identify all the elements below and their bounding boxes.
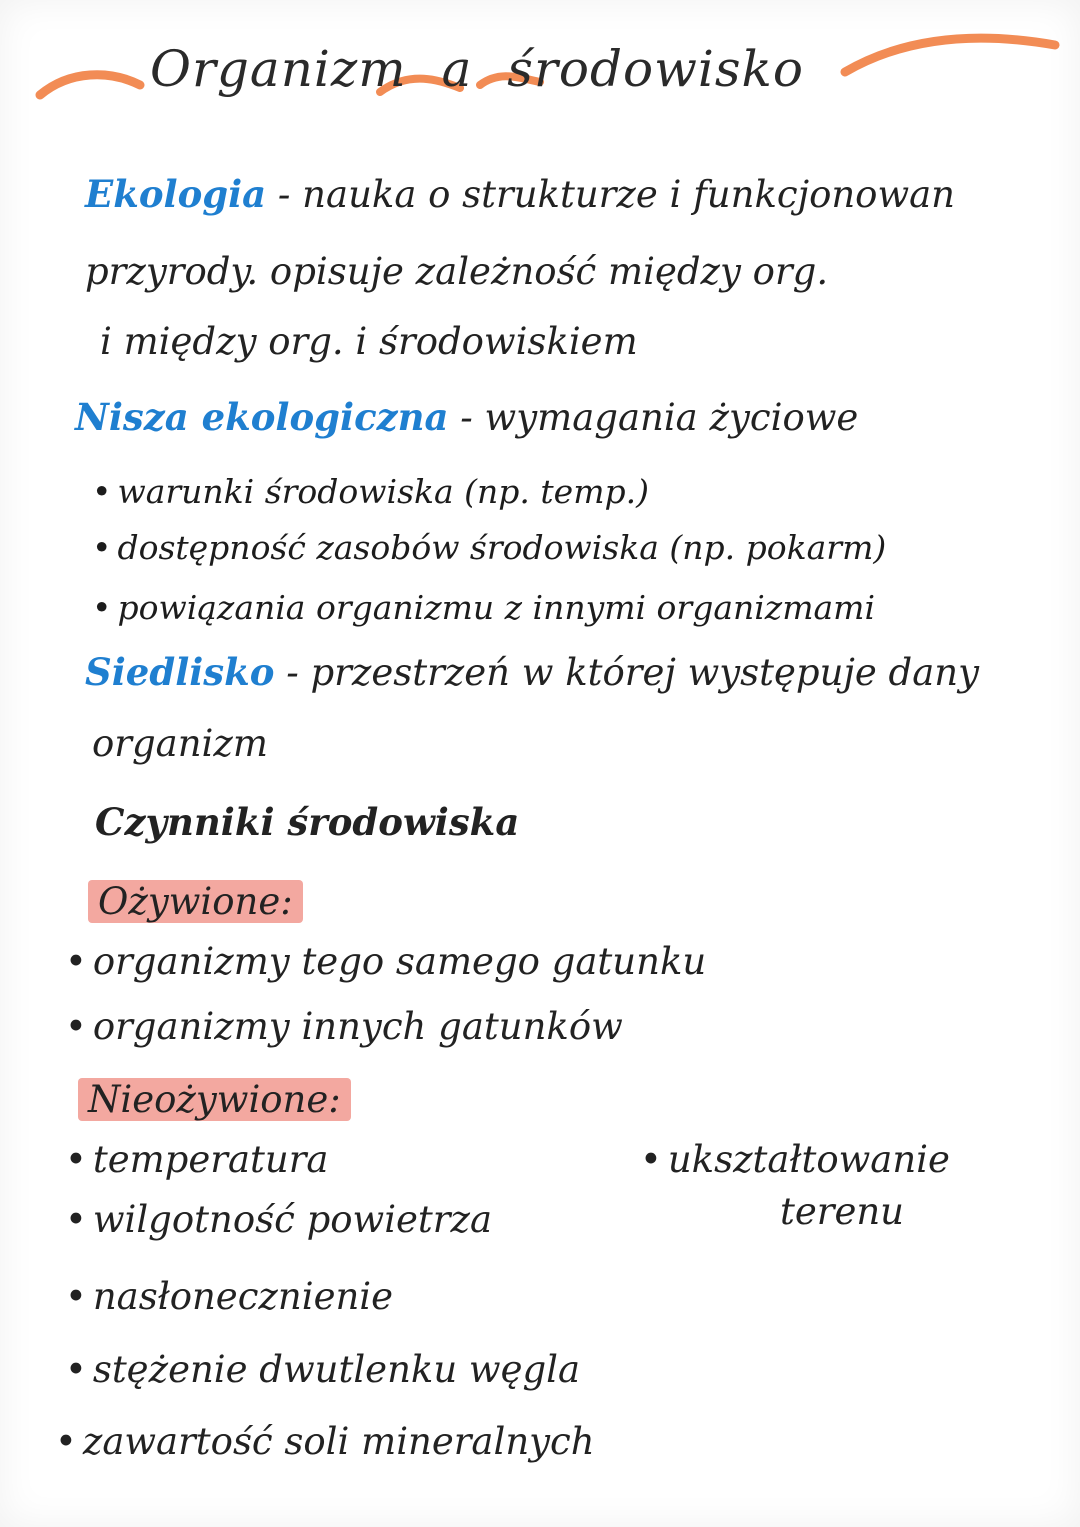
nieozywione-side-item: • ukształtowanie bbox=[640, 1138, 950, 1181]
nisza-bullet: • dostępność zasobów środowiska (np. pokarm) bbox=[92, 528, 887, 567]
nieozywione-side-item-line2: terenu bbox=[780, 1190, 905, 1233]
bullet-icon: • bbox=[92, 472, 112, 511]
nisza-line bbox=[75, 395, 858, 439]
bullet-icon: • bbox=[92, 588, 112, 627]
siedlisko-line bbox=[85, 650, 979, 694]
bullet-icon: • bbox=[55, 1420, 77, 1463]
bullet-icon: • bbox=[65, 1275, 87, 1318]
siedlisko-def-line2: organizm bbox=[92, 722, 268, 765]
ekologia-term: Ekologia bbox=[85, 172, 267, 216]
ozywione-item: • organizmy tego samego gatunku bbox=[65, 940, 707, 983]
bullet-icon: • bbox=[65, 1348, 87, 1391]
nieozywione-item: • nasłonecznienie bbox=[65, 1275, 394, 1318]
nisza-bullet: • powiązania organizmu z innymi organizmami bbox=[92, 588, 876, 627]
bullet-icon: • bbox=[65, 1005, 87, 1048]
bullet-icon: • bbox=[65, 1138, 87, 1181]
ekologia-line bbox=[85, 172, 955, 216]
bullet-icon: • bbox=[92, 528, 112, 567]
czynniki-heading: Czynniki środowiska bbox=[95, 800, 520, 844]
ekologia-def-line1b: przyrody. opisuje zależność między org. bbox=[85, 250, 829, 293]
bullet-icon: • bbox=[65, 940, 87, 983]
bullet-icon: • bbox=[65, 1198, 87, 1241]
nisza-def: - wymagania życiowe bbox=[460, 396, 859, 439]
bullet-icon: • bbox=[640, 1138, 662, 1181]
ozywione-label: Ożywione: bbox=[88, 880, 303, 923]
ozywione-item: • organizmy innych gatunków bbox=[65, 1005, 623, 1048]
ekologia-def-line2: i między org. i środowiskiem bbox=[100, 320, 638, 363]
nisza-term: Nisza ekologiczna bbox=[75, 395, 449, 439]
nieozywione-label: Nieożywione: bbox=[78, 1078, 351, 1121]
page-title: Organizm a środowisko bbox=[150, 40, 804, 98]
nieozywione-item: • zawartość soli mineralnych bbox=[55, 1420, 595, 1463]
nisza-bullet: • warunki środowiska (np. temp.) bbox=[92, 472, 649, 511]
ekologia-def-line1: - nauka o strukturze i funkcjonowan bbox=[277, 173, 956, 216]
siedlisko-def: - przestrzeń w której występuje dany bbox=[286, 651, 980, 694]
nieozywione-item: • temperatura bbox=[65, 1138, 329, 1181]
siedlisko-term: Siedlisko bbox=[85, 650, 275, 694]
nieozywione-item: • stężenie dwutlenku węgla bbox=[65, 1348, 581, 1391]
nieozywione-item: • wilgotność powietrza bbox=[65, 1198, 493, 1241]
